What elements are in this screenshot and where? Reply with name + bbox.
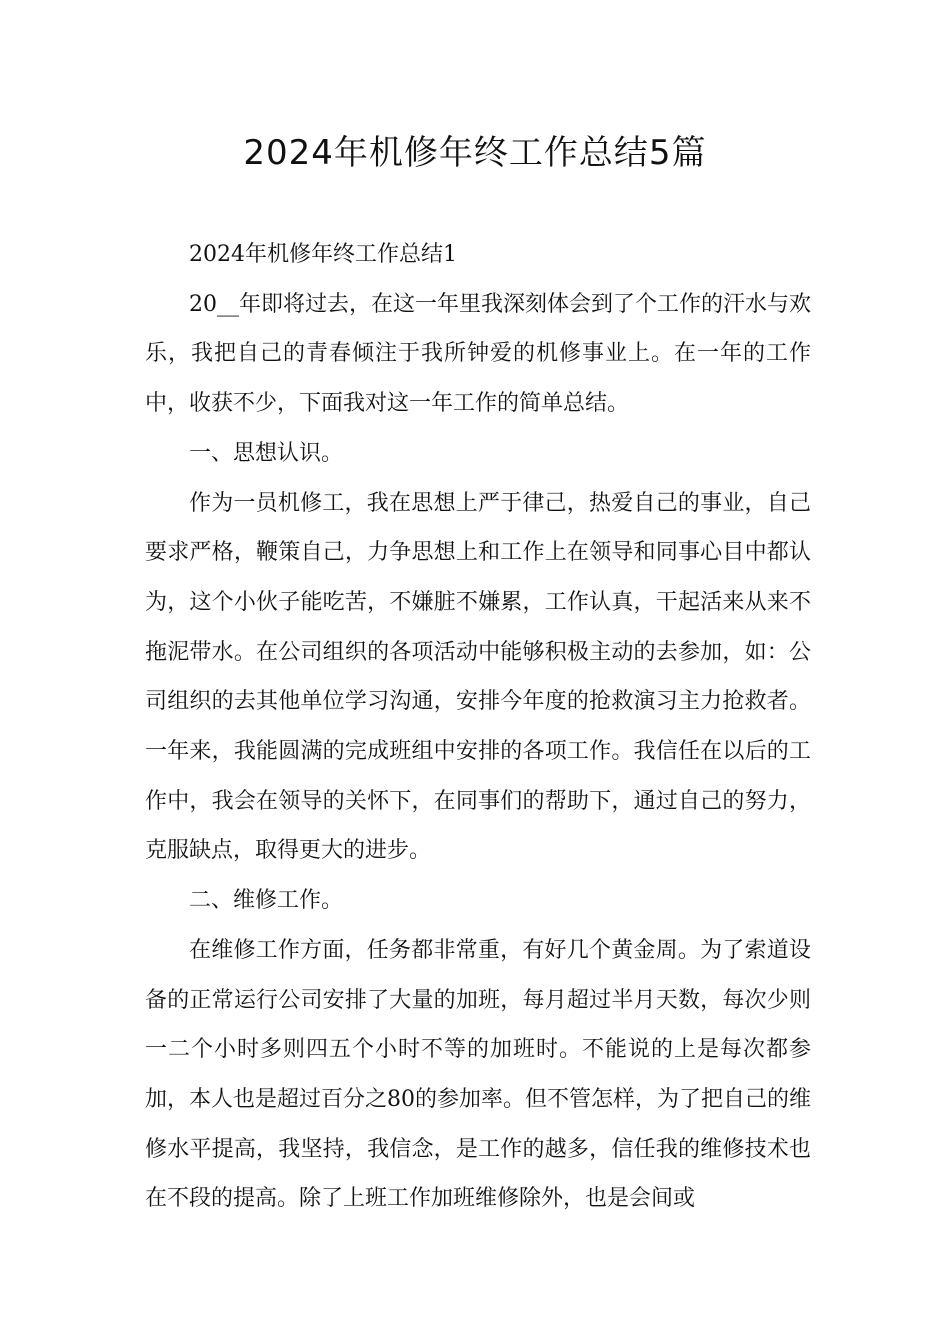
document-body (145, 230, 811, 1224)
section-heading: 一、思想认识。 (189, 440, 344, 466)
document-title: 2024年机修年终工作总结5篇 (243, 133, 707, 173)
section-heading: 2024年机修年终工作总结1 (189, 242, 457, 267)
paragraph: 在维修工作方面，任务都非常重，有好几个黄金周。为了索道设备的正常运行公司安排了大量的加班，每月超过半月天数，每次少则一二个小时多则四五个小时不等的加班时。不能说的上是每次都参加，本人也是超过百分之80的参加率。但不管怎样，为了把自己的维修水平提高，我坚持，我信念，是工作的越多，信任我的维修技术也在不段的提高。除了上班工作加班维修除外，也是会间或 (145, 937, 811, 1212)
paragraph: 作为一员机修工，我在思想上严于律己，热爱自己的事业，自己要求严格，鞭策自己，力争思想上和工作上在领导和同事心目中都认为，这个小伙子能吃苦，不嫌脏不嫌累，工作认真，干起活来从来不拖泥带水。在公司组织的各项活动中能够积极主动的去参加，如：公司组织的去其他单位学习沟通，安排今年度的抢救演习主力抢救者。一年来，我能圆满的完成班组中安排的各项工作。我信任在以后的工作中，我会在领导的关怀下，在同事们的帮助下，通过自己的努力，克服缺点，取得更大的进步。 (145, 490, 811, 864)
paragraph: 20__年即将过去，在这一年里我深刻体会到了个工作的汗水与欢乐，我把自己的青春倾注于我所钟爱的机修事业上。在一年的工作中，收获不少，下面我对这一年工作的简单总结。 (145, 291, 811, 417)
section-heading: 二、维修工作。 (189, 888, 344, 914)
